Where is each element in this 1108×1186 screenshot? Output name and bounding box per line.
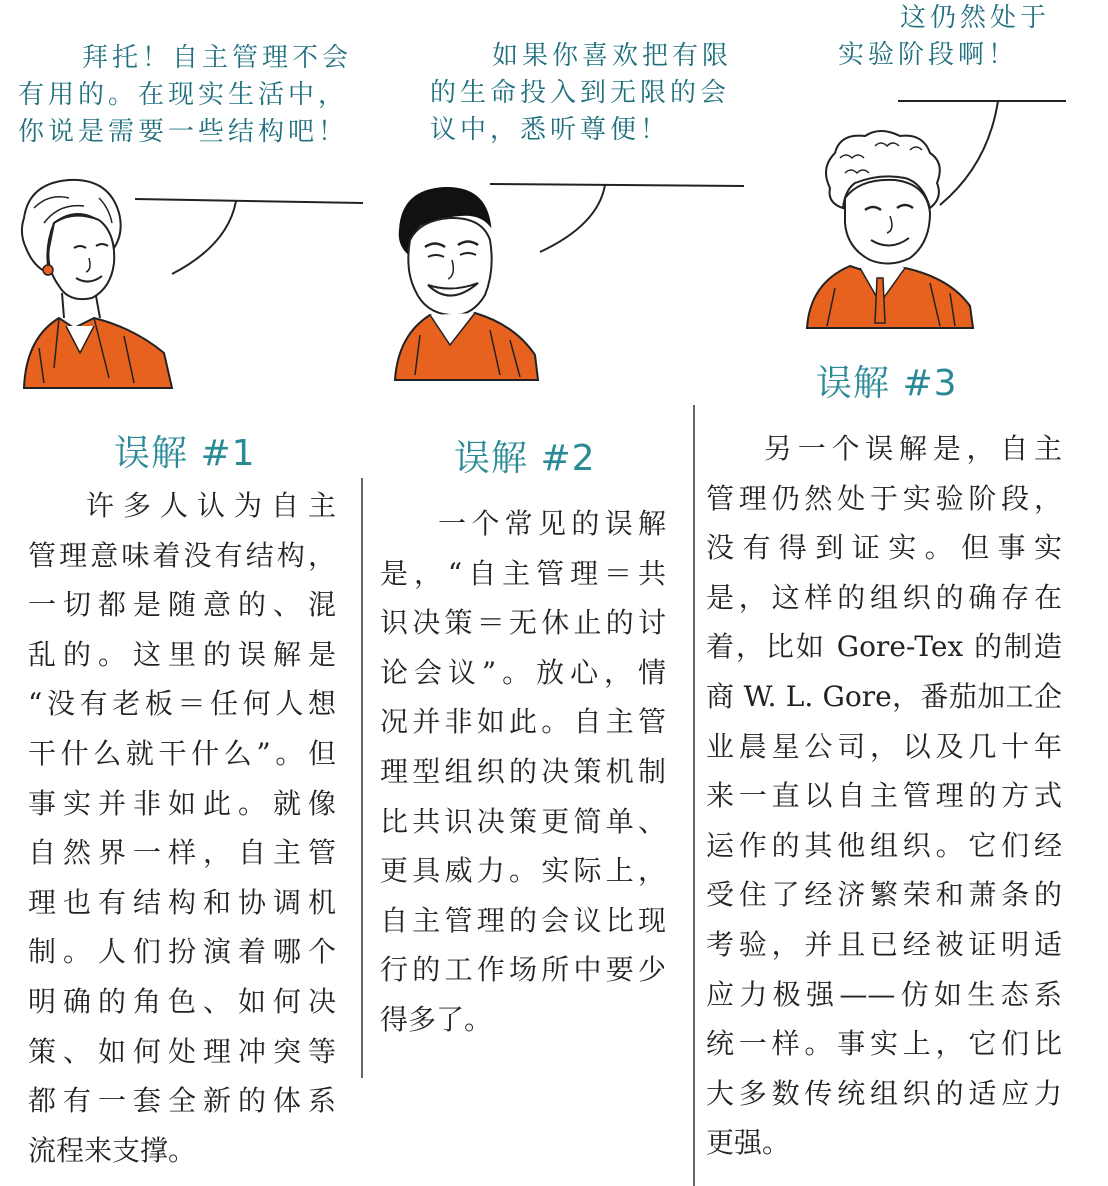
body-line: 来一直以自主管理的方式 (706, 779, 1062, 813)
body-line: 管理意味着没有结构， (28, 538, 336, 572)
body-line: 识决策＝无休止的讨 (380, 606, 666, 640)
column-2-heading: 误解 #2 (454, 438, 596, 479)
body-line: 管理仍然处于实验阶段， (706, 481, 1062, 515)
speech-line: 拜托！自主管理不会 (82, 43, 353, 73)
speech-line: 实验阶段啊！ (838, 40, 1019, 70)
body-line: 大多数传统组织的适应力 (706, 1076, 1062, 1110)
body-line: 况并非如此。自主管 (380, 705, 666, 739)
body-line: 更具威力。实际上， (380, 854, 666, 888)
speech-line: 你说是需要一些结构吧！ (18, 117, 349, 147)
body-line: 没有得到证实。但事实 (706, 531, 1062, 565)
body-line: 是，“自主管理＝共 (380, 556, 666, 590)
body-line: 得多了。 (380, 1002, 493, 1036)
body-line: 受住了经济繁荣和萧条的 (706, 878, 1062, 912)
body-line: 乱的。这里的误解是 (28, 637, 336, 671)
body-line: 着，比如 Gore-Tex 的制造 (706, 630, 1062, 664)
column-3-body (706, 424, 1062, 1168)
body-line: 业晨星公司，以及几十年 (706, 729, 1062, 763)
column-2-body (380, 499, 666, 1045)
body-line: 行的工作场所中要少 (380, 953, 666, 987)
speech-line: 议中，悉听尊便！ (430, 115, 671, 145)
body-line: 一切都是随意的、混 (28, 588, 336, 622)
body-line: 许多人认为自主 (86, 489, 336, 522)
speech-line: 如果你喜欢把有限 (492, 41, 733, 71)
body-line: 商 W. L. Gore，番茄加工企 (706, 679, 1062, 713)
body-line: 一个常见的误解 (438, 507, 666, 540)
body-line: 自主管理的会议比现 (380, 903, 666, 937)
column-3-heading: 误解 #3 (816, 363, 958, 404)
body-line: “没有老板＝任何人想 (28, 687, 336, 721)
body-line: 另一个误解是，自主 (764, 432, 1062, 465)
body-line: 比共识决策更简单、 (380, 804, 666, 838)
speech-line: 的生命投入到无限的会 (430, 78, 731, 108)
body-line: 考验，并且已经被证明适 (706, 927, 1062, 961)
body-line: 策、如何处理冲突等 (28, 1034, 336, 1068)
body-line: 论会议”。放心，情 (380, 655, 666, 689)
body-line: 统一样。事实上，它们比 (706, 1027, 1062, 1061)
body-line: 自然界一样，自主管 (28, 836, 336, 870)
body-line: 干什么就干什么”。但 (28, 736, 336, 770)
body-line: 流程来支撑。 (28, 1133, 197, 1167)
body-line: 理也有结构和协调机 (28, 885, 336, 919)
body-line: 是，这样的组织的确存在 (706, 580, 1062, 614)
body-line: 更强。 (706, 1126, 791, 1160)
body-line: 明确的角色、如何决 (28, 984, 336, 1018)
speech-line: 有用的。在现实生活中， (18, 80, 349, 110)
body-line: 事实并非如此。就像 (28, 786, 336, 820)
body-line: 应力极强——仿如生态系 (706, 977, 1062, 1011)
column-1-body (28, 481, 336, 1175)
body-line: 制。人们扮演着哪个 (28, 935, 336, 969)
speech-line: 这仍然处于 (900, 3, 1051, 33)
body-line: 理型组织的决策机制 (380, 754, 666, 788)
body-line: 运作的其他组织。它们经 (706, 828, 1062, 862)
column-1-heading: 误解 #1 (114, 433, 256, 474)
body-line: 都有一套全新的体系 (28, 1084, 336, 1118)
